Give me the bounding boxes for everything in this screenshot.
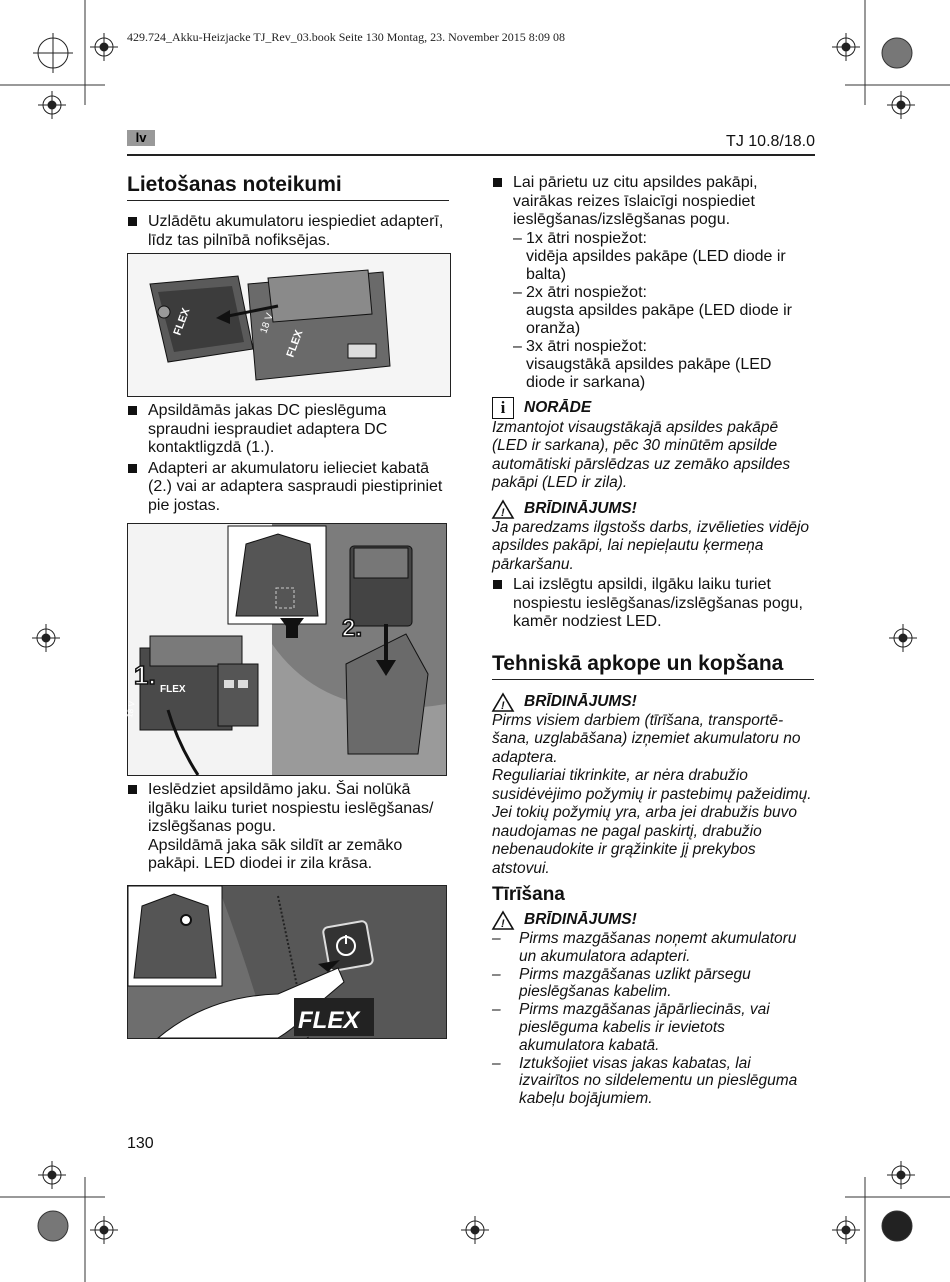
page-number: 130	[127, 1135, 154, 1152]
right-column	[492, 174, 814, 1108]
note-heading: i NORĀDE	[492, 397, 814, 419]
warning-text-1: Ja paredzams ilgstošs darbs, izvēlieties vidējo apsildes pakāpi, lai nepieļautu ķermeņa pārkaršanu.	[492, 518, 810, 573]
cleaning-item-1: – Pirms mazgāšanas noņemt akumulatoru un akumulatora adapteri.	[492, 930, 797, 965]
warning-triangle-icon	[492, 910, 514, 930]
section-title-usage: Lietošanas noteikumi	[127, 173, 449, 201]
bullet-switch-off: Lai izslēgtu apsildi, ilgāku laiku turiet nospiestu ieslēgšanas/izslēgšanas pogu, kamēr nodziest LED.	[492, 576, 814, 632]
left-column-bottom	[127, 781, 449, 874]
language-badge: lv	[127, 130, 155, 146]
file-info-line: 429.724_Akku-Heizjacke TJ_Rev_03.book Seite 130 Montag, 23. November 2015 8:09 08	[127, 30, 566, 44]
level-1-item: – 1x ātri nospiežot:	[513, 229, 647, 247]
level-3-desc: visaugstākā apsildes pakāpe (LED diode ir sarkana)	[526, 355, 772, 391]
warning-text-2a: Pirms visiem darbiem (tīrīšana, transportē-šana, uzglabāšana) izņemiet akumulatoru no adaptera.	[492, 711, 801, 766]
warning-triangle-icon	[492, 499, 514, 519]
level-2-desc: augsta apsildes pakāpe (LED diode ir oranža)	[526, 301, 792, 337]
svg-text:!: !	[501, 506, 505, 519]
img1-brand: FLEX	[171, 306, 193, 338]
switch-on-continued: Apsildāmā jaka sāk sildīt ar zemāko pakāpi. LED diodei ir zila krāsa.	[148, 836, 403, 872]
warning-heading-2: ! BRĪDINĀJUMS!	[492, 692, 814, 712]
cleaning-item-4: – Iztukšojiet visas jakas kabatas, lai izvairītos no sildelementu un pieslēguma kabeļu bojājumiem.	[492, 1054, 798, 1108]
img2-step-2: 2.	[342, 615, 363, 642]
img2-volt: 18 V	[125, 700, 137, 719]
left-column-mid	[127, 402, 449, 515]
level-list	[492, 230, 814, 392]
section-title-cleaning: Tīrīšana	[492, 884, 565, 905]
level-3-item: – 3x ātri nospiežot:	[513, 337, 647, 355]
header-rule	[127, 154, 815, 156]
warning-heading-3: ! BRĪDINĀJUMS!	[492, 910, 814, 930]
bullet-change-level: Lai pārietu uz citu apsildes pakāpi, vairākas reizes īslaicīgi nospiediet ieslēgšanas/izslēgšanas pogu.	[492, 174, 814, 230]
note-text: Izmantojot visaugstākajā apsildes pakāpē (LED ir sarkana), pēc 30 minūtēm apsilde automātiski pārslēdzas uz zemāko apsildes pakāpi (LED ir zila).	[492, 418, 791, 491]
svg-text:!: !	[501, 699, 505, 712]
section-title-maintenance: Tehniskā apkope un kopšana	[492, 652, 814, 680]
figure-power-button	[127, 885, 447, 1039]
figure-battery-adapter	[127, 253, 451, 397]
svg-text:!: !	[501, 918, 505, 930]
cleaning-item-2: – Pirms mazgāšanas uzlikt pārsegu pieslēgšanas kabelim.	[492, 965, 751, 1001]
img2-step-1: 1.	[134, 660, 156, 690]
img2-brand: FLEX	[160, 684, 186, 695]
left-column-top	[127, 173, 449, 250]
model-label: TJ 10.8/18.0	[726, 133, 815, 150]
img1-volt: 18 V	[258, 311, 276, 336]
warning-triangle-icon	[492, 692, 514, 712]
warning-text-2b: Reguliariai tikrinkite, ar nėra drabužio susidėvėjimo požymių ir pastebimų pažeidimų. Jei tokių požymių yra, arba jei drabužis buvo naudojamas ne pagal paskirtį, drabužio nebenaudokite ir grąžinkite jį prekybos atstovui.	[492, 767, 812, 877]
img3-brand: FLEX	[298, 1007, 360, 1034]
level-2-item: – 2x ātri nospiežot:	[513, 283, 647, 301]
info-icon: i	[492, 397, 514, 419]
warning-heading-1: ! BRĪDINĀJUMS!	[492, 499, 814, 519]
bullet-dc-plug: Apsildāmās jakas DC pieslēguma spraudni iespraudiet adaptera DC kontaktligzdā (1.).	[127, 402, 449, 458]
figure-connect-jacket	[127, 523, 447, 776]
bullet-switch-on: Ieslēdziet apsildāmo jaku. Šai nolūkā ilgāku laiku turiet nospiestu ieslēgšanas/ izslēgšanas pogu.	[127, 781, 449, 837]
cleaning-item-3: – Pirms mazgāšanas jāpārliecinās, vai pieslēguma kabelis ir ievietots akumulatora kabatā.	[492, 1001, 770, 1054]
level-1-desc: vidēja apsildes pakāpe (LED diode ir balta)	[526, 247, 786, 283]
img1-brand-2: FLEX	[284, 328, 306, 360]
bullet-insert-battery: Uzlādētu akumulatoru iespiediet adapterī, līdz tas pilnībā nofiksējas.	[127, 213, 449, 250]
bullet-adapter-pocket: Adapteri ar akumulatoru ielieciet kabatā (2.) vai ar adaptera saspraudi piestipriniet pie jostas.	[127, 460, 449, 516]
